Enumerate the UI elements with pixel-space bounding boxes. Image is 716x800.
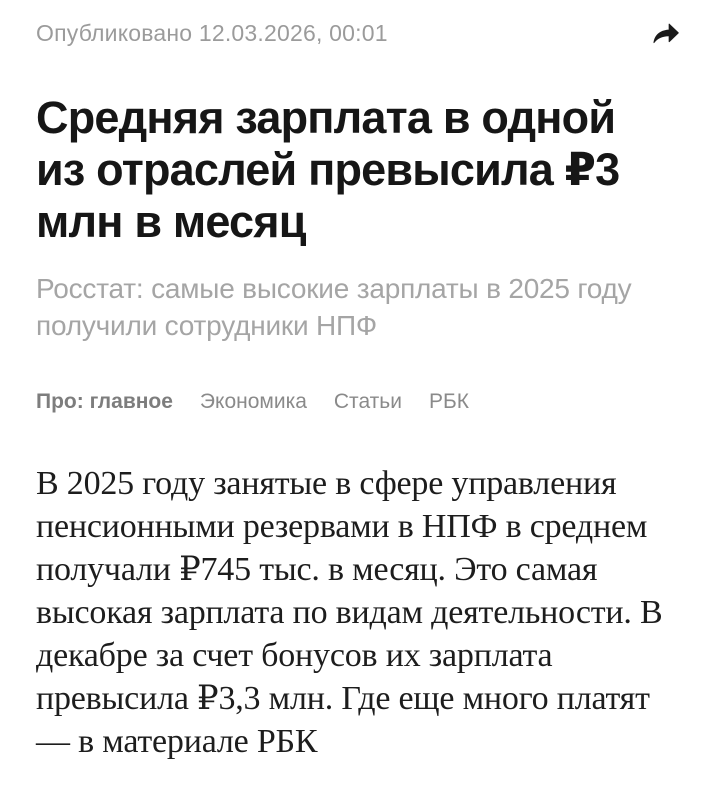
article-title-line: Средняя зарплата в одной <box>36 92 616 143</box>
article-title <box>36 92 680 248</box>
published-timestamp: Опубликовано 12.03.2026, 00:01 <box>36 19 388 46</box>
tag-pro-glavnoe[interactable]: Про: главное <box>36 390 173 413</box>
share-button[interactable] <box>648 15 684 51</box>
tag-rbc[interactable]: РБК <box>428 390 469 413</box>
meta-row <box>36 14 680 52</box>
tag-economика[interactable]: Экономика <box>199 390 307 413</box>
article-title-line: млн в месяц <box>36 196 306 247</box>
article-title-line: из отраслей превысила ₽3 <box>36 144 620 195</box>
article-subtitle: Росстат: самые высокие зарплаты в 2025 году получили сотрудники НПФ <box>36 273 632 341</box>
article-body-text: В 2025 году занятые в сфере управления пенсионными резервами в НПФ в среднем получали ₽745 тыс. в месяц. Это самая высокая зарплата по видам деятельности. В декабре за счет бонусов их зарплата превысила ₽3,3 млн. Где еще много платят — в материале РБК <box>36 465 663 760</box>
share-icon <box>650 17 682 49</box>
tag-stati[interactable]: Статьи <box>333 390 402 413</box>
tags-row <box>36 390 680 414</box>
